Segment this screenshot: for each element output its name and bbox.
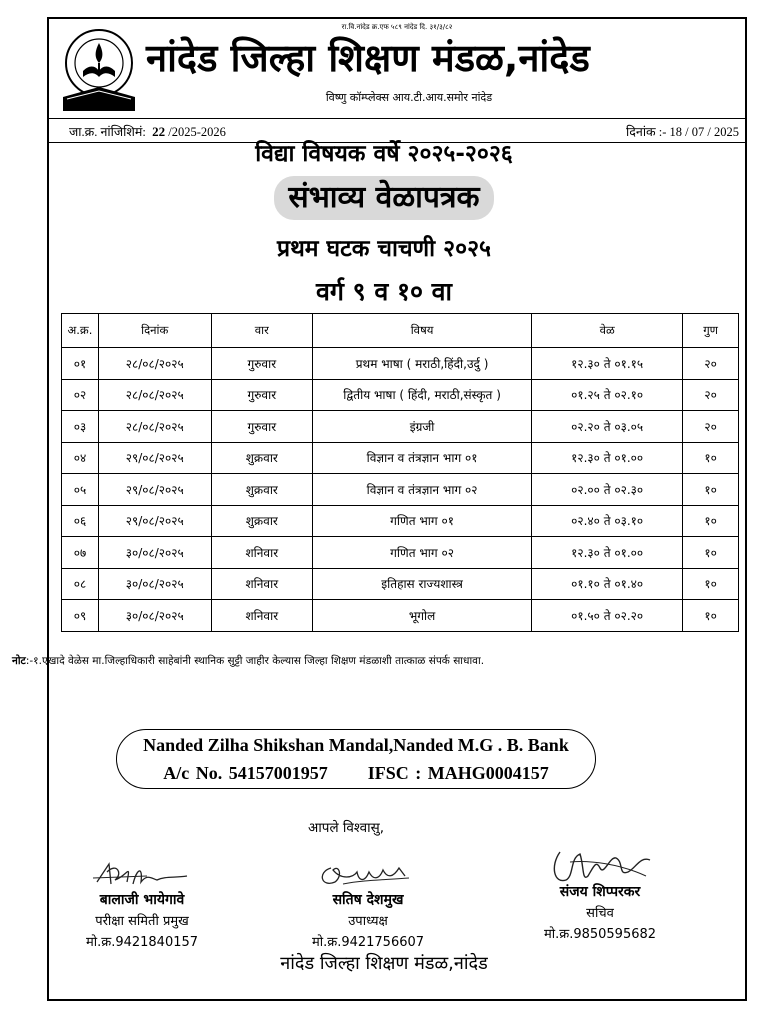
signatory-2-mobile: मो.क्र.9421756607: [311, 935, 425, 950]
cell-day: शुक्रवार: [211, 505, 313, 537]
col-day-header: वार: [211, 314, 313, 348]
bank-name: Nanded Zilha Shikshan Mandal,Nanded M.G . B. Bank: [143, 735, 569, 755]
signatory-1-mobile: मो.क्र.9421840157: [85, 935, 199, 950]
cell-date: २८/०८/२०२५: [98, 379, 211, 411]
signatory-2: [278, 854, 458, 953]
exam-schedule-table: [61, 313, 739, 632]
cell-time: ०२.४० ते ०३.१०: [532, 505, 683, 537]
cell-subject: इतिहास राज्यशास्त्र: [313, 568, 532, 600]
cell-time: १२.३० ते ०१.१५: [532, 348, 683, 380]
note-text: [12, 654, 692, 668]
cell-date: २९/०८/२०२५: [98, 505, 211, 537]
cell-serial: ०९: [62, 600, 99, 632]
cell-serial: ०६: [62, 505, 99, 537]
signatory-2-name: सतिष देशमुख: [332, 892, 404, 908]
reference-label: जा.क्र. नांजिशिमं:: [69, 125, 146, 139]
cell-date: २९/०८/२०२५: [98, 474, 211, 506]
org-logo: [59, 27, 139, 115]
cell-date: ३०/०८/२०२५: [98, 537, 211, 569]
cell-date: २८/०८/२०२५: [98, 348, 211, 380]
cell-marks: १०: [683, 600, 739, 632]
signatory-3-name: संजय शिप्परकर: [559, 884, 641, 900]
cell-subject: भूगोल: [313, 600, 532, 632]
cell-subject: इंग्रजी: [313, 411, 532, 443]
table-row: [62, 442, 739, 474]
cell-serial: ०४: [62, 442, 99, 474]
cell-day: शनिवार: [211, 537, 313, 569]
bank-account-line: [117, 763, 595, 784]
bank-account-number: A/c No. 54157001957: [163, 763, 328, 783]
cell-time: १२.३० ते ०१.००: [532, 442, 683, 474]
note-body: :-१.एखादे वेळेस मा.जिल्हाधिकारी साहेबांनी स्थानिक सुट्टी जाहीर केल्यास जिल्हा शिक्षण मंडळाशी तात्काळ संपर्क साधावा.: [25, 655, 485, 667]
cell-time: ०२.२० ते ०३.०५: [532, 411, 683, 443]
cell-marks: १०: [683, 474, 739, 506]
cell-serial: ०३: [62, 411, 99, 443]
cell-marks: १०: [683, 505, 739, 537]
cell-serial: ०८: [62, 568, 99, 600]
cell-day: गुरुवार: [211, 348, 313, 380]
cell-day: शनिवार: [211, 600, 313, 632]
signatory-2-role: उपाध्यक्ष: [348, 914, 388, 929]
cell-date: २८/०८/२०२५: [98, 411, 211, 443]
table-header-row: [62, 314, 739, 348]
cell-subject: विज्ञान व तंत्रज्ञान भाग ०१: [313, 442, 532, 474]
cell-marks: १०: [683, 537, 739, 569]
cell-time: १२.३० ते ०१.००: [532, 537, 683, 569]
table-row: [62, 348, 739, 380]
cell-marks: २०: [683, 348, 739, 380]
signatory-1-name: बालाजी भायेगावे: [99, 892, 185, 908]
footer-organization: नांदेड जिल्हा शिक्षण मंडळ,नांदेड: [280, 953, 488, 974]
col-marks-header: गुण: [683, 314, 739, 348]
signatory-3-mobile: मो.क्र.9850595682: [543, 927, 657, 942]
cell-day: शनिवार: [211, 568, 313, 600]
cell-marks: १०: [683, 442, 739, 474]
cell-serial: ०१: [62, 348, 99, 380]
cell-day: गुरुवार: [211, 379, 313, 411]
cell-time: ०१.२५ ते ०२.१०: [532, 379, 683, 411]
class-title: वर्ग ९ व १० वा: [315, 277, 453, 306]
cell-day: गुरुवार: [211, 411, 313, 443]
cell-day: शुक्रवार: [211, 474, 313, 506]
cell-marks: २०: [683, 411, 739, 443]
timetable-title: संभाव्य वेळापत्रक: [274, 176, 493, 220]
signature-2-icon: [313, 854, 423, 890]
signatory-1-role: परीक्षा समिती प्रमुख: [95, 914, 189, 929]
date-label: दिनांक :-: [626, 125, 667, 139]
table-row: [62, 379, 739, 411]
col-date-header: दिनांक: [98, 314, 211, 348]
cell-subject: प्रथम भाषा ( मराठी,हिंदी,उर्दु ): [313, 348, 532, 380]
organization-address: विष्णु कॉम्प्लेक्स आय.टी.आय.समोर नांदेड: [325, 91, 493, 104]
cell-time: ०२.०० ते ०२.३०: [532, 474, 683, 506]
cell-subject: गणित भाग ०१: [313, 505, 532, 537]
bank-details-box: [116, 729, 596, 789]
table-row: [62, 568, 739, 600]
cell-serial: ०२: [62, 379, 99, 411]
cell-date: २९/०८/२०२५: [98, 442, 211, 474]
reference-value: 22: [152, 124, 166, 139]
cell-date: ३०/०८/२०२५: [98, 568, 211, 600]
signature-1-icon: [87, 854, 197, 890]
cell-marks: १०: [683, 568, 739, 600]
letterhead: [49, 19, 745, 119]
col-serial-header: अ.क्र.: [62, 314, 99, 348]
registration-number: रा.वि.नांदेड क्र.एफ ५८९ नांदेड दि. ३१/३/८२: [341, 23, 453, 31]
cell-subject: गणित भाग ०२: [313, 537, 532, 569]
cell-subject: विज्ञान व तंत्रज्ञान भाग ०२: [313, 474, 532, 506]
table-row: [62, 600, 739, 632]
table-row: [62, 411, 739, 443]
timetable-title-wrap: [0, 176, 768, 220]
cell-serial: ०७: [62, 537, 99, 569]
col-subject-header: विषय: [313, 314, 532, 348]
cell-serial: ०५: [62, 474, 99, 506]
signatory-3-role: सचिव: [586, 906, 614, 921]
closing-salutation: आपले विश्वासु,: [308, 820, 385, 836]
signatory-1: [52, 854, 232, 953]
cell-day: शुक्रवार: [211, 442, 313, 474]
cell-date: ३०/०८/२०२५: [98, 600, 211, 632]
academic-year-title: विद्या विषयक वर्षे २०२५-२०२६: [255, 141, 513, 167]
cell-time: ०१.१० ते ०१.४०: [532, 568, 683, 600]
note-label: नोट: [12, 655, 26, 667]
table-row: [62, 505, 739, 537]
date-value: 18 / 07 / 2025: [669, 125, 739, 139]
cell-marks: २०: [683, 379, 739, 411]
exam-title: प्रथम घटक चाचणी २०२५: [276, 236, 491, 262]
table-row: [62, 537, 739, 569]
lamp-book-logo-icon: [59, 27, 139, 115]
cell-time: ०१.५० ते ०२.२०: [532, 600, 683, 632]
signatory-3: [510, 854, 690, 945]
cell-subject: द्वितीय भाषा ( हिंदी, मराठी,संस्कृत ): [313, 379, 532, 411]
bank-ifsc: IFSC : MAHG0004157: [367, 763, 549, 783]
organization-title: नांदेड जिल्हा शिक्षण मंडळ,नांदेड: [146, 36, 590, 80]
col-time-header: वेळ: [532, 314, 683, 348]
table-row: [62, 474, 739, 506]
reference-year: /2025-2026: [168, 125, 226, 139]
